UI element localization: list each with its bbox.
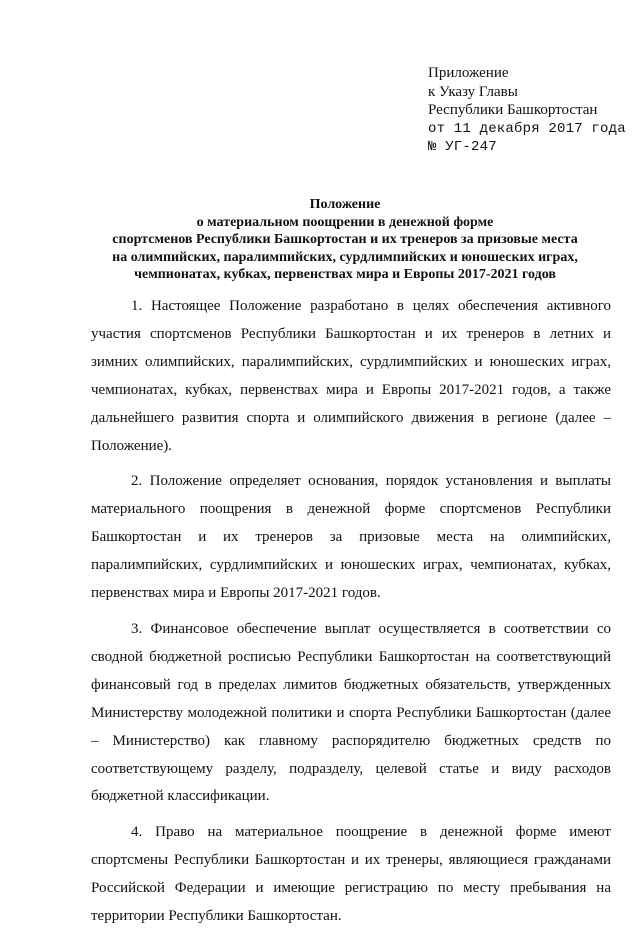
annex-republic: Республики Башкортостан [428, 102, 598, 118]
title-line-2: о материальном поощрении в денежной форме [196, 214, 494, 230]
paragraph-4: 4. Право на материальное поощрение в денежной форме имеют спортсмены Республики Башкортостан и их тренеры, являющиеся гражданами Российской Федерации и имеющие регистрацию по месту пребывания на территории Республики Башкортостан. [91, 824, 611, 925]
document-title [80, 196, 610, 284]
annex-date: от 11 декабря 2017 года [428, 120, 626, 137]
paragraph-2: 2. Положение определяет основания, порядок установления и выплаты материального поощрения в денежной форме спортсменов Республики Башкортостан и их тренеров за призовые места на олимпийских, паралимпийских, сурдлимпийских и юношеских играх, чемпионатах, кубках, первенствах мира и Европы 2017-2021 годов. [91, 473, 611, 602]
title-line-1: Положение [309, 197, 381, 212]
paragraph-1: 1. Настоящее Положение разработано в целях обеспечения активного участия спортсменов Республики Башкортостан и их тренеров в летних и зимних олимпийских, паралимпийских, сурдлимпийских и юношеских играх, чемпионатах, кубках, первенствах мира и Европы 2017-2021 годов, а также дальнейшего развития спорта и олимпийского движения в регионе (далее – Положение). [91, 298, 611, 454]
annex-decree-ref: к Указу Главы [428, 83, 518, 100]
annex-block [428, 64, 628, 157]
document-body [91, 293, 611, 939]
annex-label: Приложение [428, 65, 509, 81]
paragraph-3: 3. Финансовое обеспечение выплат осуществляется в соответствии со сводной бюджетной росписью Республики Башкортостан на соответствующий финансовый год в пределах лимитов бюджетных обязательств, утвержденных Министерству молодежной политики и спорта Республики Башкортостан (далее – Министерство) как главному распорядителю бюджетных средств по соответствующему разделу, подразделу, целевой статье и виду расходов бюджетной классификации. [91, 620, 611, 805]
annex-number: № УГ-247 [428, 139, 497, 155]
title-line-4: на олимпийских, паралимпийских, сурдлимпийских и юношеских играх, [112, 249, 578, 265]
title-line-3: спортсменов Республики Башкортостан и их тренеров за призовые места [112, 232, 578, 248]
title-line-5: чемпионатах, кубках, первенствах мира и Европы 2017-2021 годов [134, 267, 556, 283]
